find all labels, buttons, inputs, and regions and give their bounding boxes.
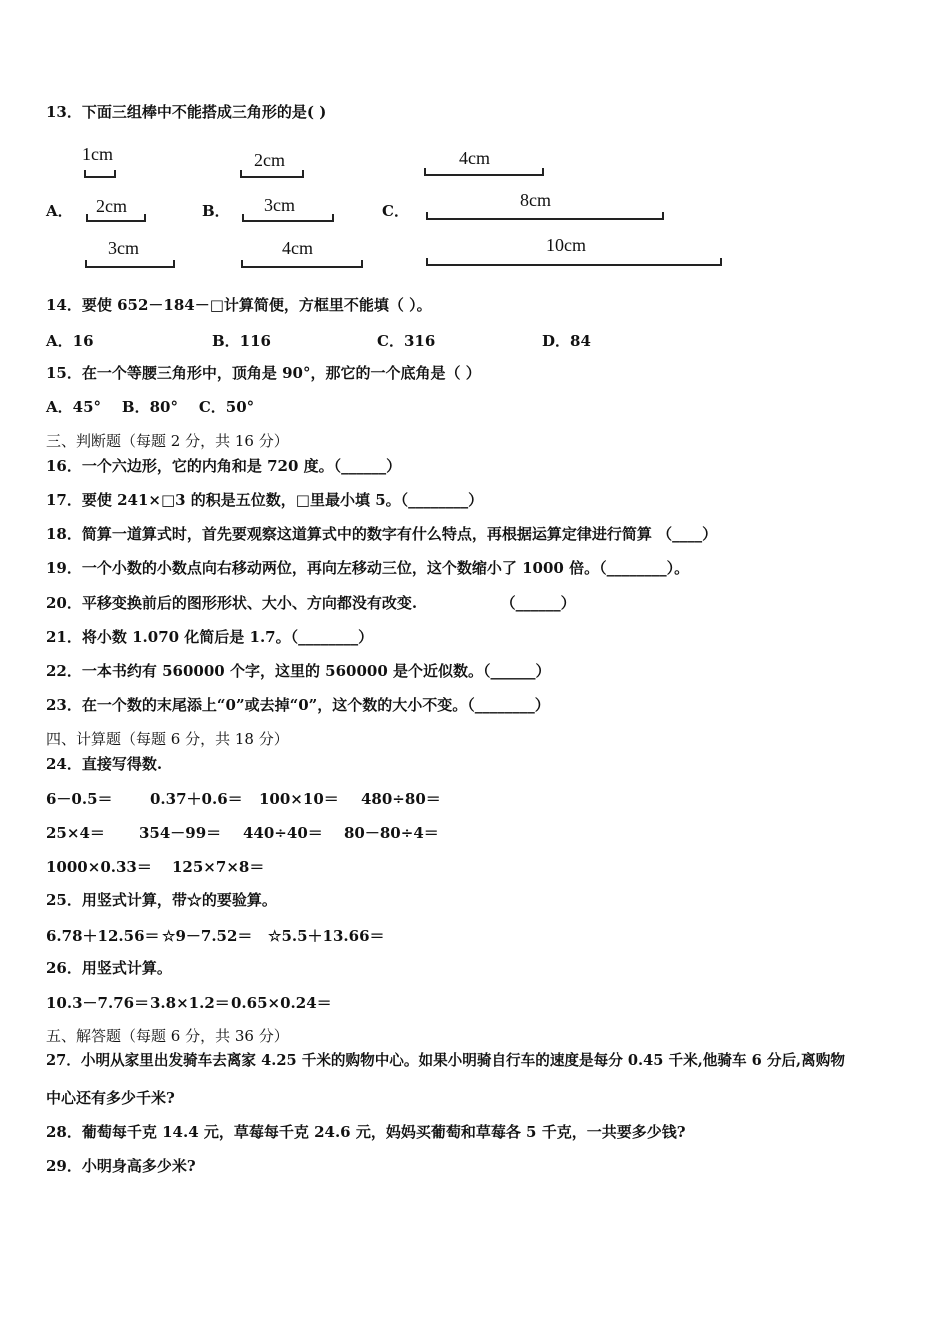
q24-item: 100×10＝	[259, 790, 339, 808]
q13-option-c-label: C．	[382, 202, 409, 220]
section-5-heading: 五、解答题（每题 6 分，共 36 分）	[46, 1027, 289, 1045]
q24-item: 354－99＝	[139, 824, 222, 842]
q22-text: 22．一本书约有 560000 个字，这里的 560000 是个近似数。（______）	[46, 662, 551, 680]
section-4-heading: 四、计算题（每题 6 分，共 18 分）	[46, 730, 289, 748]
q14-option-d: D．84	[542, 332, 591, 350]
q24-item: 80－80÷4＝	[344, 824, 439, 842]
stick	[85, 260, 175, 268]
q25-item: 6.78＋12.56＝	[46, 927, 160, 945]
q26-text: 26．用竖式计算。	[46, 959, 172, 977]
q15-options: A．45° B．80° C．50°	[46, 398, 255, 416]
stick	[426, 212, 664, 220]
q26-item: 3.8×1.2＝	[150, 994, 230, 1012]
stick	[86, 214, 146, 222]
q15-text: 15．在一个等腰三角形中，顶角是 90°，那它的一个底角是（ ）	[46, 364, 481, 382]
q14-option-a: A．16	[46, 332, 94, 350]
q19-text: 19．一个小数的小数点向右移动两位，再向左移动三位，这个数缩小了 1000 倍。（________）。	[46, 559, 690, 577]
q25-item: ☆5.5＋13.66＝	[268, 927, 385, 945]
q24-item: 125×7×8＝	[172, 858, 265, 876]
q28-text: 28．葡萄每千克 14.4 元，草莓每千克 24.6 元，妈妈买葡萄和草莓各 5 千克，一共要多少钱?	[46, 1123, 686, 1141]
stick-label: 8cm	[520, 190, 551, 210]
q13-option-a-label: A．	[46, 202, 73, 220]
q14-option-c: C．316	[377, 332, 436, 350]
q24-item: 0.37＋0.6＝	[150, 790, 243, 808]
q25-text: 25．用竖式计算，带☆的要验算。	[46, 891, 277, 909]
stick-label: 1cm	[82, 144, 113, 164]
q24-item: 25×4＝	[46, 824, 105, 842]
q18-text: 18．简算一道算式时，首先要观察这道算式中的数字有什么特点，再根据运算定律进行简算 （____）	[46, 525, 718, 543]
q25-item: ☆9－7.52＝	[162, 927, 253, 945]
q13-text: 13．下面三组棒中不能搭成三角形的是( )	[46, 103, 327, 121]
stick	[424, 168, 544, 176]
q27-text-line2: 中心还有多少千米?	[46, 1089, 175, 1107]
stick	[241, 260, 363, 268]
q29-text: 29．小明身高多少米?	[46, 1157, 196, 1175]
q26-item: 0.65×0.24＝	[231, 994, 332, 1012]
stick-label: 4cm	[282, 238, 313, 258]
stick-label: 2cm	[254, 150, 285, 170]
q21-text: 21．将小数 1.070 化简后是 1.7。（________）	[46, 628, 374, 646]
q24-item: 6－0.5＝	[46, 790, 113, 808]
q24-item: 1000×0.33＝	[46, 858, 152, 876]
q14-option-b: B．116	[212, 332, 271, 350]
q20-text: 20．平移变换前后的图形形状、大小、方向都没有改变. （______）	[46, 594, 576, 612]
stick	[242, 214, 334, 222]
q23-text: 23．在一个数的末尾添上“0”或去掉“0”，这个数的大小不变。（________）	[46, 696, 550, 714]
stick-label: 3cm	[264, 195, 295, 215]
q24-item: 480÷80＝	[361, 790, 441, 808]
q26-item: 10.3－7.76＝	[46, 994, 150, 1012]
stick	[426, 258, 722, 266]
stick-label: 4cm	[459, 148, 490, 168]
q16-text: 16．一个六边形，它的内角和是 720 度。（______）	[46, 457, 402, 475]
q17-text: 17．要使 241×□3 的积是五位数，□里最小填 5。（________）	[46, 491, 484, 509]
stick-label: 3cm	[108, 238, 139, 258]
q24-item: 440÷40＝	[243, 824, 323, 842]
q27-text-line1: 27．小明从家里出发骑车去离家 4.25 千米的购物中心。如果小明骑自行车的速度是每分 0.45 千米,他骑车 6 分后,离购物	[46, 1052, 845, 1069]
stick-label: 2cm	[96, 196, 127, 216]
q24-text: 24．直接写得数.	[46, 755, 163, 773]
stick-label: 10cm	[546, 235, 586, 255]
stick	[240, 170, 304, 178]
section-3-heading: 三、判断题（每题 2 分，共 16 分）	[46, 432, 289, 450]
q13-option-b-label: B．	[202, 202, 230, 220]
stick	[84, 170, 116, 178]
q14-text: 14．要使 652－184－□计算简便，方框里不能填（ ）。	[46, 296, 432, 314]
